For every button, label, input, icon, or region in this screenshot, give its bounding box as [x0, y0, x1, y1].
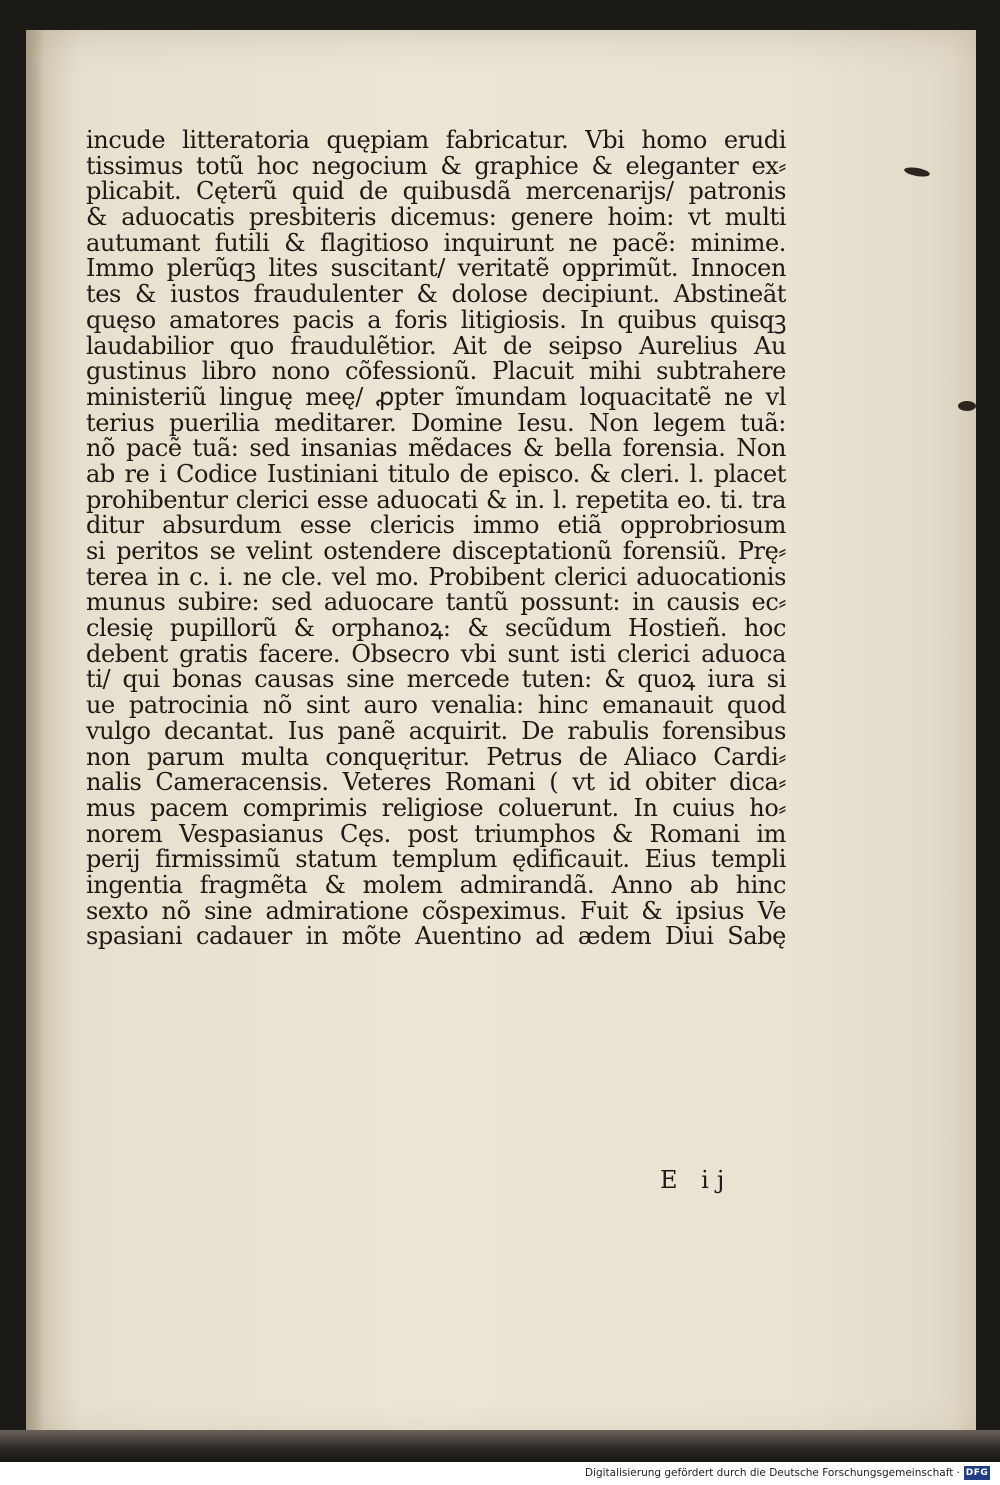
text-line: autumant futili & flagitioso inquirunt ne pacẽ: minime. — [86, 228, 786, 257]
text-line: ab re i Codice Iustiniani titulo de episco. & cleri. l. placet — [86, 459, 786, 488]
text-line: incude litteratoria quępiam fabricatur. Vbi homo erudi — [86, 126, 786, 154]
text-line: Immo plerũqꝫ lites suscitant/ veritatẽ opprimũt. Innocen — [86, 254, 786, 283]
text-line: clesię pupillorũ & orphanoꝝ: & secũdum Hostieñ. hoc — [86, 614, 786, 643]
text-line: tes & iustos fraudulenter & dolose decipiunt. Abstineãt — [86, 280, 786, 309]
text-line: ti/ qui bonas causas sine mercede tuten: & quoꝝ iura si — [86, 665, 786, 694]
text-line: norem Vespasianus Cęs. post triumphos & Romani im — [86, 819, 786, 848]
text-line: ditur absurdum esse clericis immo etiã opprobriosum — [86, 511, 786, 540]
text-line: plicabit. Cęterũ quid de quibusdã mercenarijs/ patronis — [86, 177, 786, 206]
text-line: nõ pacẽ tuã: sed insanias mẽdaces & bella forensia. Non — [86, 434, 786, 463]
text-line: sexto nõ sine admiratione cõspeximus. Fuit & ipsius Ve — [86, 896, 786, 925]
text-line: vulgo decantat. Ius panẽ acquirit. De rabulis forensibus — [86, 716, 786, 745]
text-line: spasiani cadauer in mõte Auentino ad ædem Diui Sabę — [86, 922, 786, 951]
book-bottom-edge — [0, 1430, 1000, 1462]
text-line: ministeriũ linguę meę/ ꝓpter ĩmundam loquacitatẽ ne vl — [86, 382, 786, 411]
text-line: ingentia fragmẽta & molem admirandã. Anno ab hinc — [86, 870, 786, 899]
text-line: nalis Cameracensis. Veteres Romani ( vt id obiter dica⸗ — [86, 768, 786, 797]
text-line: munus subire: sed aduocare tantũ possunt: in causis ec⸗ — [86, 588, 786, 617]
text-line: quęso amatores pacis a foris litigiosis. In quibus quisqꝫ — [86, 305, 786, 334]
text-line: non parum multa conquęritur. Petrus de Aliaco Cardi⸗ — [86, 742, 786, 771]
text-line: mus pacem comprimis religiose coluerunt. In cuius ho⸗ — [86, 793, 786, 822]
text-line: terius puerilia meditarer. Domine Iesu. Non legem tuã: — [86, 408, 786, 437]
signature-mark: E ij — [660, 1166, 733, 1194]
footer-bar — [0, 1462, 1000, 1485]
margin-ink-mark — [958, 401, 976, 411]
text-line: prohibentur clerici esse aduocati & in. l. repetita eo. ti. tra — [86, 485, 786, 514]
text-line: laudabilior quo fraudulẽtior. Ait de seipso Aurelius Au — [86, 331, 786, 360]
text-line: terea in c. i. ne cle. vel mo. Probibent clerici aduocationis — [86, 562, 786, 591]
body-text — [86, 128, 786, 950]
text-line: tissimus totũ hoc negocium & graphice & eleganter ex⸗ — [86, 151, 786, 180]
funding-credit: Digitalisierung gefördert durch die Deutsche Forschungsgemeinschaft · — [584, 1467, 960, 1479]
dfg-logo: DFG — [965, 1468, 989, 1478]
text-line: ue patrocinia nõ sint auro venalia: hinc emanauit quod — [86, 691, 786, 720]
text-line: si peritos se velint ostendere disceptationũ forensiũ. Prę⸗ — [86, 537, 786, 565]
text-line: & aduocatis presbiteris dicemus: genere hoim: vt multi — [86, 203, 786, 232]
text-line: perij firmissimũ statum templum ędificauit. Eius templi — [86, 845, 786, 874]
text-line: debent gratis facere. Obsecro vbi sunt isti clerici aduoca — [86, 639, 786, 668]
text-line: gustinus libro nono cõfessionũ. Placuit mihi subtrahere — [86, 357, 786, 386]
page-shadow-edge — [26, 30, 44, 1444]
